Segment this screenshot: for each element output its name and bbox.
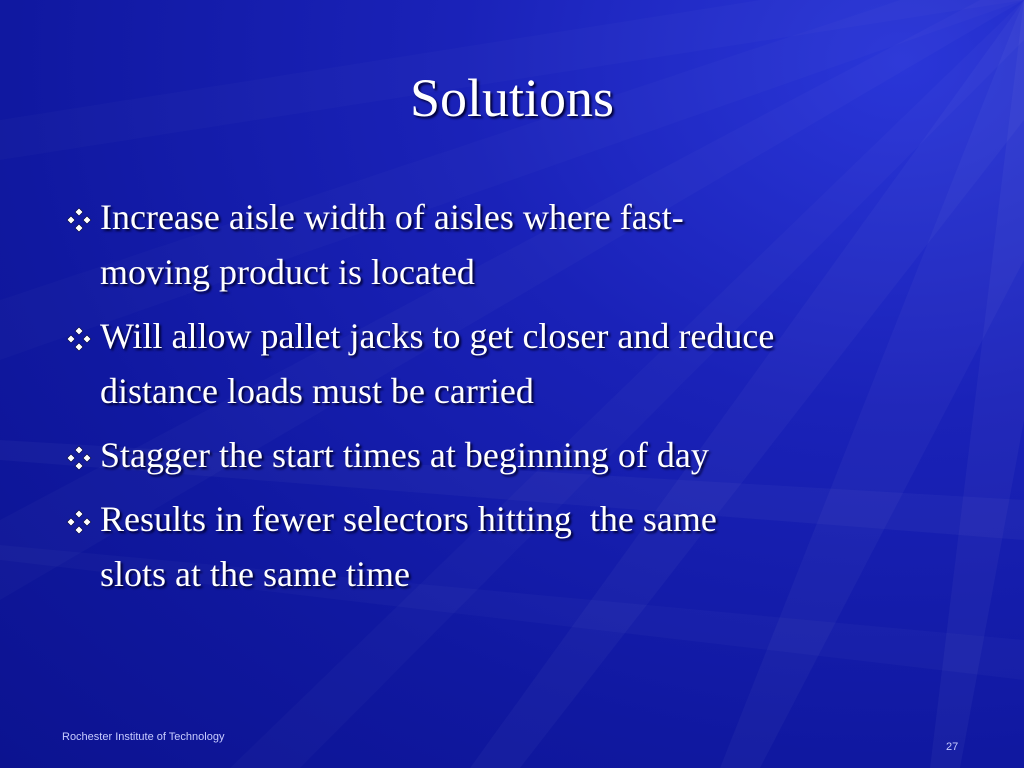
- diamond-bullet-icon: [66, 445, 92, 471]
- bullet-item: [62, 428, 982, 483]
- bullet-item: [62, 190, 982, 300]
- slide-title: Solutions: [409, 68, 615, 128]
- bullet-text-line1: Will allow pallet jacks to get closer and reduce: [100, 316, 775, 356]
- bullet-text-line1: Stagger the start times at beginning of day: [100, 435, 709, 475]
- bullet-text-line1: Increase aisle width of aisles where fast-: [100, 197, 684, 237]
- bullet-text-line2: distance loads must be carried: [100, 371, 534, 411]
- footer-institution: Rochester Institute of Technology: [62, 731, 225, 743]
- bullet-list: [62, 190, 982, 611]
- bullet-item: [62, 309, 982, 419]
- diamond-bullet-icon: [66, 207, 92, 233]
- bullet-text-line2: slots at the same time: [100, 554, 410, 594]
- bullet-text-line1: Results in fewer selectors hitting the same: [100, 499, 717, 539]
- bullet-item: [62, 492, 982, 602]
- diamond-bullet-icon: [66, 326, 92, 352]
- bullet-text-line2: moving product is located: [100, 252, 475, 292]
- slide-number: 27: [946, 741, 959, 753]
- diamond-bullet-icon: [66, 509, 92, 535]
